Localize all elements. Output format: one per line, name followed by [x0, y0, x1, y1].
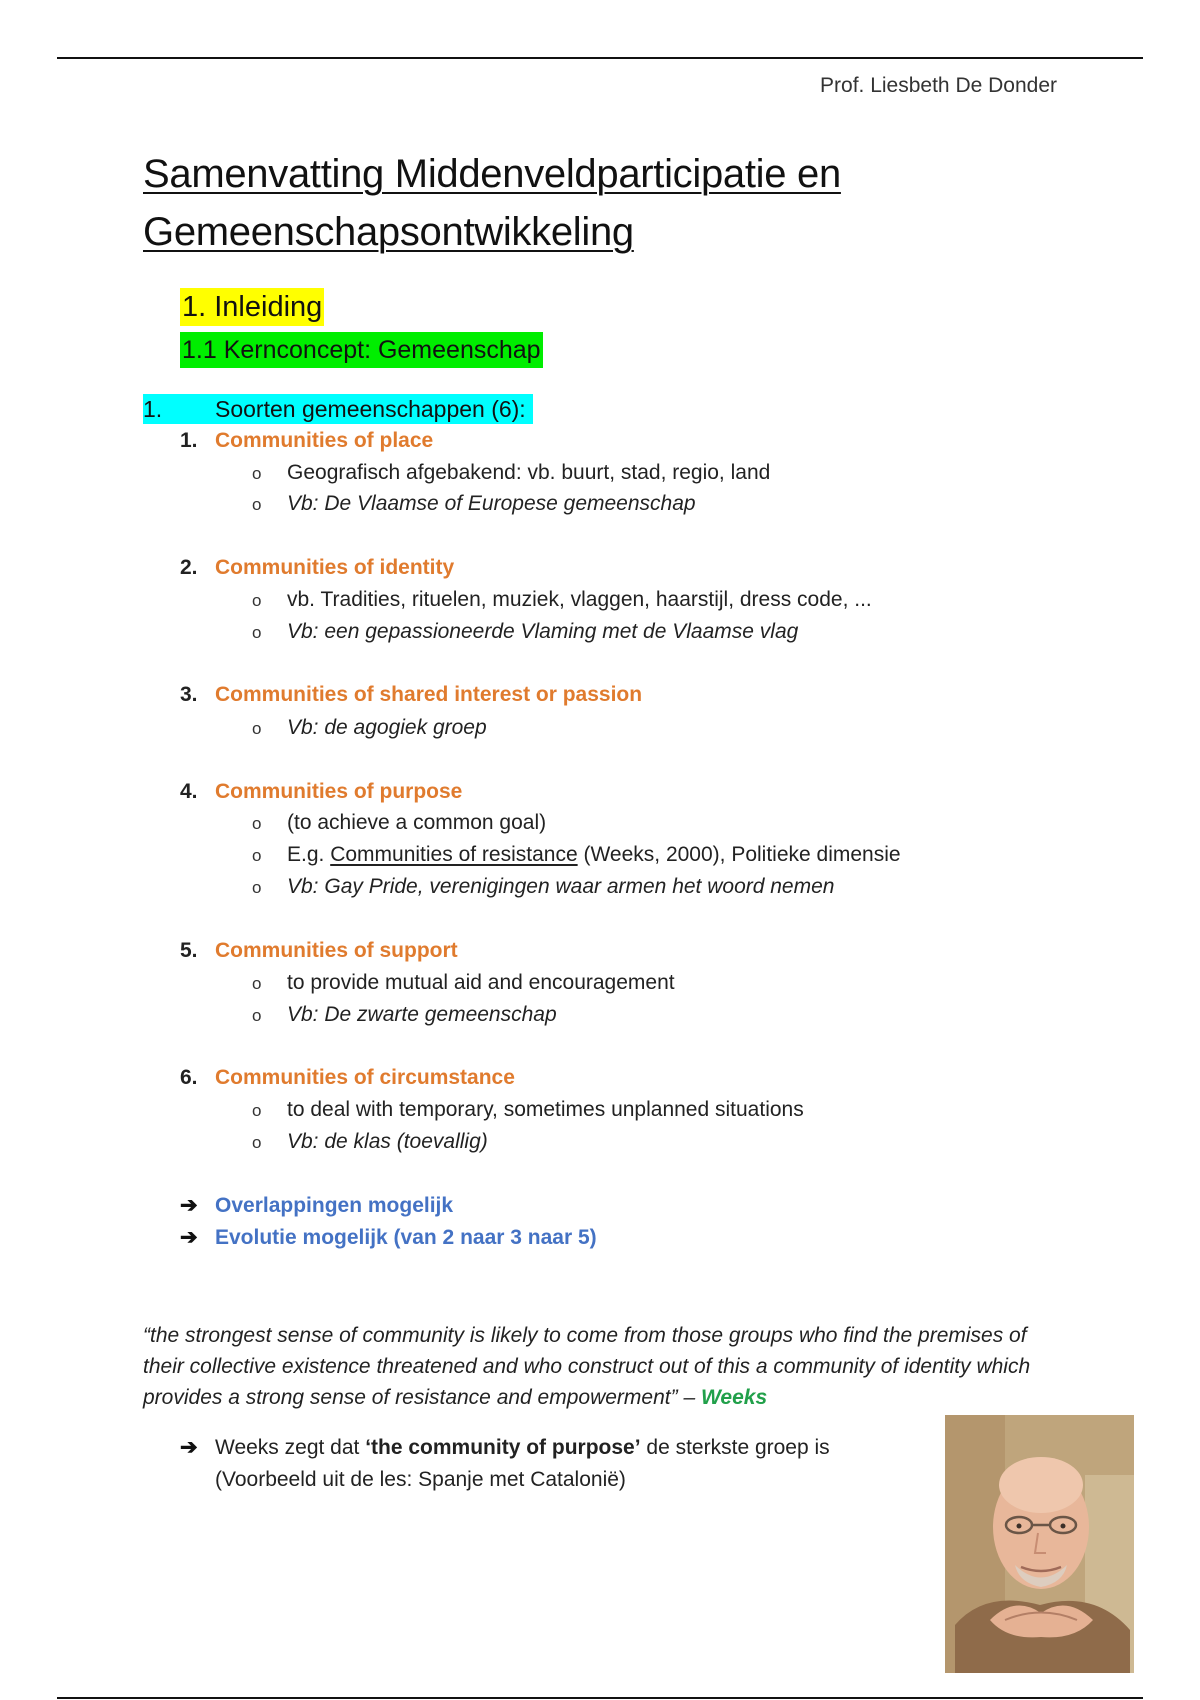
author-name: Prof. Liesbeth De Donder	[820, 74, 1057, 97]
item-number: 5.	[180, 939, 198, 962]
item-number: 6.	[180, 1066, 198, 1089]
arrow-icon: ➔	[180, 1436, 198, 1459]
bullet-marker: o	[252, 591, 262, 610]
note-example: (Voorbeeld uit de les: Spanje met Catalonië)	[215, 1468, 626, 1491]
bullet-text: Vb: de klas (toevallig)	[287, 1130, 488, 1153]
bullet	[252, 873, 834, 902]
bullet-marker: o	[252, 1133, 262, 1152]
bullet-text: Vb: de agogiek groep	[287, 716, 487, 739]
bullet-marker: o	[252, 846, 262, 865]
bullet-text: (to achieve a common goal)	[287, 811, 547, 834]
bullet-text: E.g.	[287, 843, 325, 866]
item-title: Communities of circumstance	[215, 1066, 515, 1089]
portrait-illustration	[945, 1415, 1134, 1673]
bullet-text: Vb: een gepassioneerde Vlaming met de Vlaamse vlag	[287, 620, 799, 643]
heading-soorten	[143, 394, 533, 424]
bullet	[252, 586, 872, 615]
list-item-purpose	[180, 778, 462, 806]
bullet-text: Vb: De zwarte gemeenschap	[287, 1003, 557, 1026]
top-rule	[57, 57, 1143, 59]
bullet	[252, 714, 487, 743]
weeks-quote	[143, 1320, 1063, 1413]
weeks-note	[180, 1432, 830, 1496]
note-text: de sterkste groep is	[646, 1436, 830, 1459]
bullet-text: Vb: De Vlaamse of Europese gemeenschap	[287, 492, 696, 515]
bullet-text: vb. Tradities, rituelen, muziek, vlaggen, haarstijl, dress code, ...	[287, 588, 872, 611]
bullet-marker: o	[252, 1101, 262, 1120]
item-number: 4.	[180, 780, 198, 803]
list-item-shared-interest	[180, 681, 642, 709]
bullet	[252, 618, 798, 647]
bullet-marker: o	[252, 464, 262, 483]
item-title: Communities of identity	[215, 556, 455, 579]
arrow-note-overlap	[180, 1192, 453, 1220]
arrow-note-text: Evolutie mogelijk (van 2 naar 3 naar 5)	[215, 1226, 597, 1249]
page-title	[143, 145, 1043, 261]
heading-soorten-number: 1.	[143, 396, 163, 422]
list-item-place	[180, 427, 433, 455]
bullet-text: Vb: Gay Pride, verenigingen waar armen het woord nemen	[287, 875, 835, 898]
bullet	[252, 490, 696, 519]
heading-kernconcept: 1.1 Kernconcept: Gemeenschap	[180, 332, 543, 368]
item-number: 1.	[180, 429, 198, 452]
bullet	[252, 969, 675, 998]
title-line-2: Gemeenschapsontwikkeling	[143, 210, 634, 254]
bullet-marker: o	[252, 719, 262, 738]
bullet-text: to provide mutual aid and encouragement	[287, 971, 675, 994]
item-title: Communities of place	[215, 429, 434, 452]
list-item-circumstance	[180, 1064, 515, 1092]
list-item-identity	[180, 554, 454, 582]
bottom-rule	[57, 1697, 1143, 1699]
arrow-icon: ➔	[180, 1226, 198, 1249]
item-title: Communities of purpose	[215, 780, 463, 803]
bullet-text: (Weeks, 2000), Politieke dimensie	[583, 843, 901, 866]
bullet	[252, 1096, 804, 1125]
bullet	[252, 841, 901, 870]
bullet-text: Geografisch afgebakend: vb. buurt, stad, regio, land	[287, 461, 771, 484]
note-bold-text: ‘the community of purpose’	[365, 1436, 641, 1459]
list-item-support	[180, 937, 458, 965]
quote-text: “the strongest sense of community is likely to come from those groups who find the premises of their collective existence threatened and who construct out of this a community of identity which provides a strong sense of resistance and empowerment” –	[143, 1324, 1031, 1409]
bullet-marker: o	[252, 623, 262, 642]
arrow-icon: ➔	[180, 1194, 198, 1217]
bullet-marker: o	[252, 495, 262, 514]
quote-author: Weeks	[700, 1386, 768, 1409]
bullet	[252, 459, 770, 488]
bullet	[252, 1128, 488, 1157]
bullet-text-underlined: Communities of resistance	[330, 843, 578, 866]
bullet	[252, 1001, 557, 1030]
arrow-note-text: Overlappingen mogelijk	[215, 1194, 454, 1217]
bullet-marker: o	[252, 814, 262, 833]
bullet-marker: o	[252, 878, 262, 897]
bullet	[252, 809, 546, 838]
bullet-text: to deal with temporary, sometimes unplanned situations	[287, 1098, 804, 1121]
heading-soorten-text: Soorten gemeenschappen (6):	[215, 396, 526, 422]
heading-inleiding: 1. Inleiding	[180, 288, 324, 326]
portrait-photo	[945, 1415, 1134, 1673]
item-title: Communities of shared interest or passion	[215, 683, 643, 706]
bullet-marker: o	[252, 1006, 262, 1025]
item-number: 3.	[180, 683, 198, 706]
bullet-marker: o	[252, 974, 262, 993]
title-line-1: Samenvatting Middenveldparticipatie en	[143, 152, 841, 196]
item-number: 2.	[180, 556, 198, 579]
note-text: Weeks zegt dat	[215, 1436, 360, 1459]
arrow-note-evolution	[180, 1224, 597, 1252]
item-title: Communities of support	[215, 939, 458, 962]
